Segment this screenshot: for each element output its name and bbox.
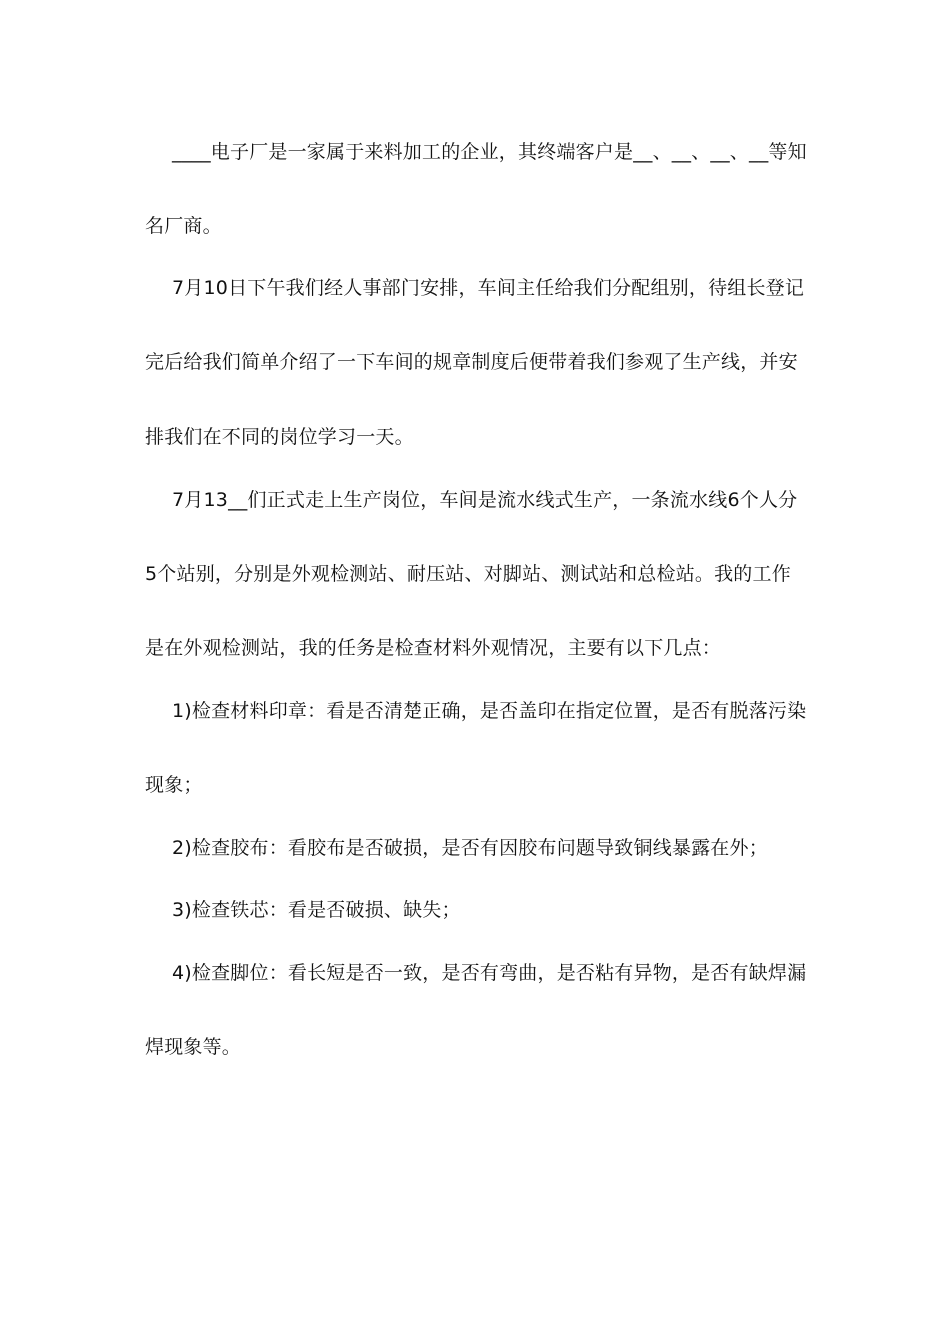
paragraph-1-line-2: 名厂商。 — [145, 215, 222, 237]
list-item-4-line-2: 焊现象等。 — [145, 1036, 242, 1058]
list-item-2: 2)检查胶布：看胶布是否破损，是否有因胶布问题导致铜线暴露在外； — [172, 837, 768, 859]
list-item-1-line-1: 1)检查材料印章：看是否清楚正确，是否盖印在指定位置，是否有脱落污染 — [172, 700, 807, 722]
paragraph-1-line-1: ____电子厂是一家属于来料加工的企业，其终端客户是__、__、__、__等知 — [172, 141, 807, 163]
list-item-4-line-1: 4)检查脚位：看长短是否一致，是否有弯曲，是否粘有异物，是否有缺焊漏 — [172, 962, 807, 984]
paragraph-2-line-1: 7月10日下午我们经人事部门安排，车间主任给我们分配组别，待组长登记 — [172, 277, 805, 299]
list-item-1-line-2: 现象； — [145, 774, 203, 796]
paragraph-2-line-3: 排我们在不同的岗位学习一天。 — [145, 426, 414, 448]
paragraph-3-line-1: 7月13__们正式走上生产岗位，车间是流水线式生产，一条流水线6个人分 — [172, 489, 798, 511]
list-item-3: 3)检查铁芯：看是否破损、缺失； — [172, 899, 461, 921]
paragraph-2-line-2: 完后给我们简单介绍了一下车间的规章制度后便带着我们参观了生产线，并安 — [145, 351, 798, 373]
paragraph-3-line-3: 是在外观检测站，我的任务是检查材料外观情况，主要有以下几点： — [145, 637, 722, 659]
paragraph-3-line-2: 5个站别，分别是外观检测站、耐压站、对脚站、测试站和总检站。我的工作 — [145, 563, 791, 585]
